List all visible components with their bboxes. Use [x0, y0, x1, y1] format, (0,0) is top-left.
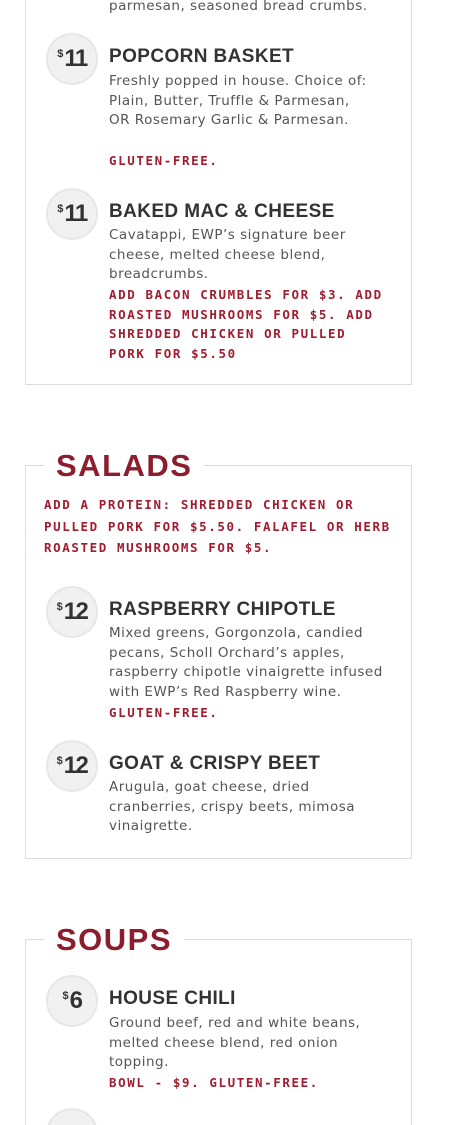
item-name: GOAT & CRISPY BEET: [109, 753, 321, 774]
item-note: GLUTEN-FREE.: [109, 153, 219, 168]
currency-symbol: $: [56, 755, 63, 767]
item-note: ADD BACON CRUMBLES FOR $3. ADD ROASTED MUSHROOMS FOR $5. ADD SHREDDED CHICKEN OR PULLED PORK FOR $5.50: [109, 287, 383, 361]
item-name: RASPBERRY CHIPOTLE: [109, 599, 336, 620]
item-description: Cavatappi, EWP’s signature beer cheese, melted cheese blend, breadcrumbs.: [109, 227, 346, 283]
price-badge: [46, 33, 98, 85]
price-badge: [46, 740, 98, 792]
item-description: Ground beef, red and white beans, melted cheese blend, red onion topping.: [109, 1015, 361, 1071]
price-badge: [46, 975, 98, 1027]
item-description: Freshly popped in house. Choice of: Plain, Butter, Truffle & Parmesan, OR Rosemary Garlic & Parmesan.: [109, 73, 367, 129]
item-name: HOUSE CHILI: [109, 988, 236, 1009]
price-amount: 12: [63, 752, 88, 779]
price-amount: 6: [69, 987, 82, 1014]
section-title-salads: SALADS: [44, 449, 204, 483]
item-note: BOWL - $9. GLUTEN-FREE.: [109, 1075, 319, 1090]
currency-symbol: $: [56, 601, 63, 613]
partial-description: parmesan, seasoned bread crumbs.: [109, 0, 368, 14]
section-title-soups: SOUPS: [44, 923, 184, 957]
price-amount: 11: [64, 45, 87, 72]
price-amount: 12: [63, 598, 88, 625]
section-note-salads: ADD A PROTEIN: SHREDDED CHICKEN OR PULLED PORK FOR $5.50. FALAFEL OR HERB ROASTED MUSHROOMS FOR $5.: [44, 497, 391, 555]
currency-symbol: $: [62, 990, 69, 1002]
price-badge: [46, 188, 98, 240]
price-badge: [46, 586, 98, 638]
item-name: BAKED MAC & CHEESE: [109, 201, 335, 222]
currency-symbol: $: [57, 203, 64, 215]
item-description: Mixed greens, Gorgonzola, candied pecans, Scholl Orchard’s apples, raspberry chipotle vinaigrette infused with EWP’s Red Raspberry wine.: [109, 625, 383, 700]
item-name: POPCORN BASKET: [109, 46, 295, 67]
item-note: GLUTEN-FREE.: [109, 705, 219, 720]
price-amount: 11: [64, 200, 87, 227]
item-description: Arugula, goat cheese, dried cranberries, crispy beets, mimosa vinaigrette.: [109, 779, 356, 835]
currency-symbol: $: [57, 48, 64, 60]
